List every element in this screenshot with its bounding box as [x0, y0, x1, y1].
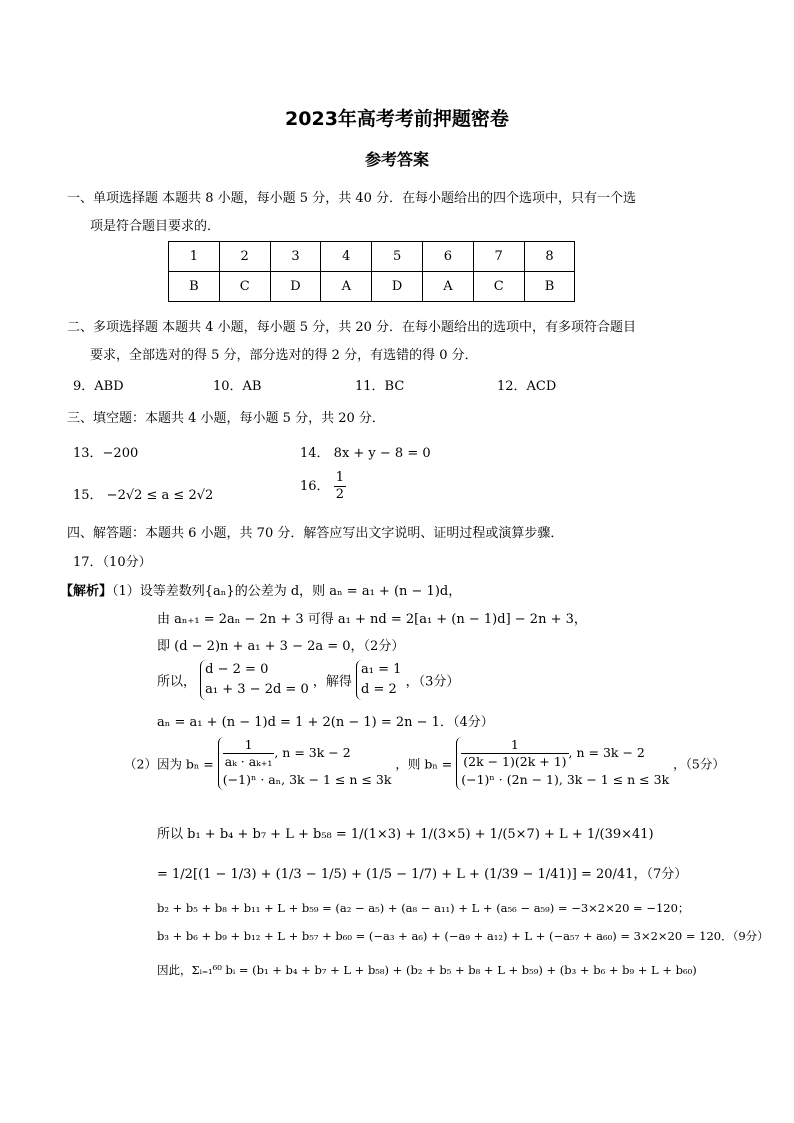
answer-table — [168, 241, 575, 302]
step6-mid: ，则 bₙ = — [395, 756, 453, 772]
solution-step-3: 即 (d − 2)n + a₁ + 3 − 2a = 0，（2分） — [157, 639, 405, 654]
answer-13: 13．−200 — [73, 446, 139, 461]
answer-15: 15． −2√2 ≤ a ≤ 2√2 — [73, 488, 214, 503]
system1-eq2: a₁ + 3 − 2d = 0 — [205, 682, 309, 697]
table-cell: C — [473, 272, 524, 302]
fraction-denominator: 2 — [335, 487, 344, 502]
page-title: 2023年高考考前押题密卷 — [285, 108, 509, 130]
equation-system-1 — [200, 660, 309, 700]
step4-suffix: ，（3分） — [405, 674, 460, 690]
solution-step-4 — [157, 660, 459, 700]
step6-suffix: ，（5分） — [673, 756, 725, 772]
system1-eq1: d − 2 = 0 — [205, 662, 269, 677]
section4-line1: 四、解答题：本题共 6 小题，共 70 分．解答应写出文字说明、证明过程或演算步骤． — [67, 526, 564, 541]
table-cell: 8 — [524, 242, 575, 272]
case-2: (−1)ⁿ · aₙ, 3k − 1 ≤ n ≤ 3k — [222, 772, 392, 787]
system2-eq2: d = 2 — [361, 682, 397, 697]
case-1 — [223, 737, 392, 770]
section1-line1: 一、单项选择题 本题共 8 小题，每小题 5 分，共 40 分．在每小题给出的四个选项中，只有一个选 — [67, 191, 637, 206]
table-cell: 5 — [372, 242, 423, 272]
solution-step-1: （1）设等差数列{aₙ}的公差为 d，则 aₙ = a₁ + (n − 1)d， — [112, 584, 462, 599]
case1-fraction — [223, 737, 275, 770]
section2-line1: 二、多项选择题 本题共 4 小题，每小题 5 分，共 20 分．在每小题给出的选项中，有多项符合题目 — [67, 320, 637, 335]
table-cell: 4 — [321, 242, 372, 272]
answer-14: 14． 8x + y − 8 = 0 — [300, 446, 431, 461]
answer-16-label: 16． — [300, 479, 330, 494]
fraction-numerator: 1 — [223, 737, 275, 754]
section3-line1: 三、填空题：本题共 4 小题，每小题 5 分，共 20 分． — [67, 411, 385, 426]
fraction-denominator: (2k − 1)(2k + 1) — [463, 754, 567, 769]
answer-12: 12．ACD — [497, 379, 557, 394]
system2-eq1: a₁ = 1 — [361, 662, 402, 677]
step6-prefix: （2）因为 bₙ = — [124, 756, 214, 772]
solution-step-11: 因此，Σᵢ₌₁⁶⁰ bᵢ = (b₁ + b₄ + b₇ + L + b₅₈) + (b₂ + b₅ + b₈ + L + b₅₉) + (b₃ + b₆ + b₉ + L + b₆₀) — [157, 963, 697, 977]
piecewise-bn-2 — [456, 737, 669, 790]
answer-10: 10．AB — [213, 379, 262, 394]
piecewise-bn-1 — [218, 737, 392, 790]
section1-line2: 项是符合题目要求的． — [90, 219, 221, 234]
table-cell: A — [422, 272, 473, 302]
analysis-label: 【解析】 — [60, 584, 113, 599]
table-cell: D — [372, 272, 423, 302]
fraction-denominator: aₖ · aₖ₊₁ — [224, 754, 273, 769]
solution-step-5: aₙ = a₁ + (n − 1)d = 1 + 2(n − 1) = 2n − 1．（4分） — [157, 715, 494, 730]
table-cell: 6 — [422, 242, 473, 272]
answer-table-answer-row — [169, 272, 575, 302]
table-cell: 7 — [473, 242, 524, 272]
answer-16 — [300, 470, 346, 503]
answer-16-fraction — [334, 470, 346, 503]
table-cell: 1 — [169, 242, 220, 272]
case-4: (−1)ⁿ · (2n − 1), 3k − 1 ≤ n ≤ 3k — [461, 772, 670, 787]
table-cell: 2 — [219, 242, 270, 272]
table-cell: A — [321, 272, 372, 302]
step4-prefix: 所以， — [157, 674, 197, 690]
solution-step-8: = 1/2[(1 − 1/3) + (1/3 − 1/5) + (1/5 − 1/7) + L + (1/39 − 1/41)] = 20/41，（7分） — [157, 867, 688, 882]
equation-system-2 — [356, 660, 401, 700]
fraction-numerator: 1 — [335, 470, 344, 485]
table-cell: D — [270, 272, 321, 302]
table-cell: C — [219, 272, 270, 302]
question-17-heading: 17．（10分） — [73, 555, 152, 570]
fraction-numerator: 1 — [461, 737, 568, 754]
solution-step-6 — [124, 737, 725, 790]
solution-step-2: 由 aₙ₊₁ = 2aₙ − 2n + 3 可得 a₁ + nd = 2[a₁ + (n − 1)d] − 2n + 3， — [157, 612, 587, 627]
case1-condition: , n = 3k − 2 — [274, 745, 351, 760]
step4-mid: ，解得 — [312, 674, 352, 690]
section2-line2: 要求，全部选对的得 5 分，部分选对的得 2 分，有选错的得 0 分． — [90, 348, 478, 363]
page-subtitle: 参考答案 — [364, 150, 429, 169]
table-cell: B — [169, 272, 220, 302]
table-cell: B — [524, 272, 575, 302]
answer-table-number-row — [169, 242, 575, 272]
answer-11: 11．BC — [355, 379, 405, 394]
case3-fraction — [461, 737, 568, 770]
table-cell: 3 — [270, 242, 321, 272]
case-3 — [461, 737, 669, 770]
analysis-block — [60, 580, 461, 599]
case3-condition: , n = 3k − 2 — [568, 745, 645, 760]
solution-step-7: 所以 b₁ + b₄ + b₇ + L + b₅₈ = 1/(1×3) + 1/(3×5) + 1/(5×7) + L + 1/(39×41) — [157, 827, 654, 842]
solution-step-10: b₃ + b₆ + b₉ + b₁₂ + L + b₅₇ + b₆₀ = (−a₃ + a₆) + (−a₉ + a₁₂) + L + (−a₅₇ + a₆₀) = 3×2×20 = 120．（9分） — [157, 929, 769, 943]
answer-9: 9．ABD — [73, 379, 124, 394]
solution-step-9: b₂ + b₅ + b₈ + b₁₁ + L + b₅₉ = (a₂ − a₅) + (a₈ − a₁₁) + L + (a₅₆ − a₅₉) = −3×2×20 = −120； — [157, 901, 690, 915]
